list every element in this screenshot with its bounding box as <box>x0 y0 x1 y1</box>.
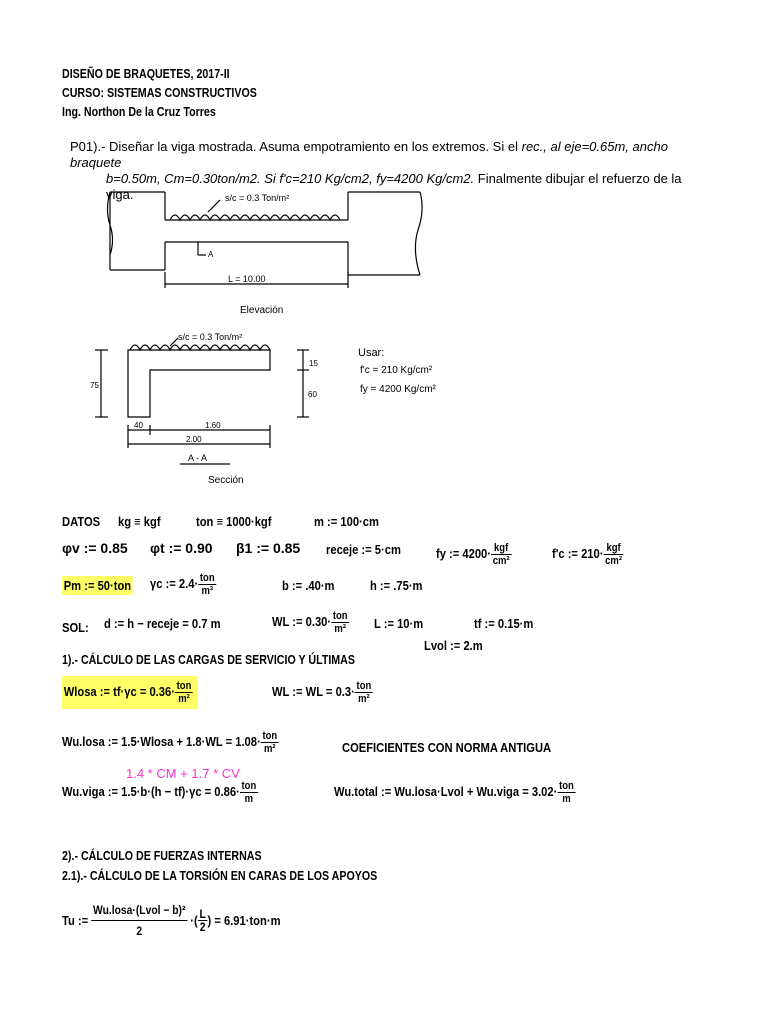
fc-def <box>552 542 624 567</box>
wlosa-den: m² <box>178 693 190 705</box>
L-def: L := 10·m <box>374 616 424 631</box>
section-2-heading: 2).- CÁLCULO DE FUERZAS INTERNAS <box>62 848 262 863</box>
fy-unit-num: kgf <box>491 542 511 555</box>
datos-label: DATOS <box>62 514 101 529</box>
problem-italic-1: rec., al eje=0.65m, ancho braquete <box>70 139 668 170</box>
course-line: CURSO: SISTEMAS CONSTRUCTIVOS <box>62 85 257 100</box>
def-ton: ton ≡ 1000·kgf <box>196 514 272 529</box>
problem-italic-2: b=0.50m, Cm=0.30ton/m2. Si f'c=210 Kg/cm2, fy=4200 Kg/cm2. <box>106 171 475 186</box>
tu-lhs: Tu := <box>62 913 89 928</box>
section-cut-label: A <box>208 250 214 259</box>
problem-tail: Finalmente dibujar el refuerzo de la viga. <box>106 171 682 202</box>
tu-mid-den: 2 <box>199 920 206 934</box>
wuviga-lhs: Wu.viga := 1.5·b·(h − tf)·γc = 0.86· <box>62 783 240 799</box>
doc-title: DISEÑO DE BRAQUETES, 2017-II <box>62 66 230 81</box>
instructor-line: Ing. Northon De la Cruz Torres <box>62 104 216 119</box>
wl-lhs: WL := 0.30· <box>272 613 332 629</box>
wutotal-den: m <box>562 793 571 805</box>
gamma-lhs: γc := 2.4· <box>150 575 199 591</box>
wl-def <box>272 610 349 635</box>
d-def: d := h − receje = 0.7 m <box>104 616 221 631</box>
wl2-den: m² <box>358 693 370 705</box>
wlosa-num: ton <box>176 680 192 692</box>
wulosa-def <box>62 730 279 755</box>
section-caption: Sección <box>208 475 244 486</box>
section-aa-label: A - A <box>188 453 208 463</box>
sol-label: SOL: <box>62 620 89 635</box>
elevation-caption: Elevación <box>240 305 284 316</box>
rec-eje: receje := 5·cm <box>326 542 401 557</box>
def-kg: kg ≡ kgf <box>118 514 161 529</box>
b-def: b := .40·m <box>282 578 335 593</box>
fc-unit-num: kgf <box>603 542 623 555</box>
wuviga-def <box>62 780 258 805</box>
h-def: h := .75·m <box>370 578 423 593</box>
dim-160: 1.60 <box>205 421 221 430</box>
fy-unit-den: cm² <box>492 555 510 567</box>
wulosa-den: m² <box>264 743 276 755</box>
load-label-elevation: s/c = 0.3 Ton/m² <box>225 193 290 203</box>
tu-num: Wu.losa·(Lvol − b)² <box>91 900 187 921</box>
tu-def: Tu := $\frac{\text{Wu.losa·(Lvol − b)²}}{2}$ ·( $\frac{L}{2}$ ) = 6.91·ton·m <box>62 900 281 941</box>
section-21-heading: 2.1).- CÁLCULO DE LA TORSIÓN EN CARAS DE LOS APOYOS <box>62 868 378 883</box>
wuviga-den: m <box>244 793 254 805</box>
fc-unit-den: cm² <box>605 555 622 567</box>
gamma-den: m³ <box>201 585 214 597</box>
load-label-section: s/c = 0.3 Ton/m² <box>178 332 243 342</box>
dim-40: 40 <box>134 421 143 430</box>
section-drawing <box>95 338 309 464</box>
beta-1: β1 := 0.85 <box>236 540 301 556</box>
fc-lhs: f'c := 210· <box>552 545 604 561</box>
lvol-def: Lvol := 2.m <box>424 638 483 653</box>
phi-t: φt := 0.90 <box>150 540 213 556</box>
usar-label: Usar: <box>358 347 385 359</box>
section-1-heading: 1).- CÁLCULO DE LAS CARGAS DE SERVICIO Y ÚLTIMAS <box>62 652 355 667</box>
wutotal-num: ton <box>559 780 574 792</box>
dim-60: 60 <box>308 390 317 399</box>
beam-figure <box>90 180 450 490</box>
dim-200: 2.00 <box>186 435 202 444</box>
wutotal-lhs: Wu.total := Wu.losa·Lvol + Wu.viga = 3.02· <box>334 783 558 799</box>
pm-def: Pm := 50·ton <box>63 578 132 593</box>
wl-den: m² <box>334 623 347 635</box>
tf-def: tf := 0.15·m <box>474 616 534 631</box>
fy-lhs: fy := 4200· <box>436 545 491 561</box>
wlosa-def <box>62 676 198 709</box>
tu-den: 2 <box>136 924 143 938</box>
phi-v: φv := 0.85 <box>62 540 128 556</box>
wl2-num: ton <box>356 680 372 692</box>
span-label: L = 10.00 <box>228 274 266 284</box>
wl2-lhs: WL := WL = 0.3· <box>272 683 355 699</box>
wulosa-lhs: Wu.losa := 1.5·Wlosa + 1.8·WL = 1.08· <box>62 733 261 749</box>
wuviga-num: ton <box>241 780 257 792</box>
tu-mid-num: L <box>199 907 206 921</box>
gamma-num: ton <box>199 572 215 584</box>
norma-note: COEFICIENTES CON NORMA ANTIGUA <box>342 740 552 755</box>
fc-spec: f'c = 210 Kg/cm² <box>360 365 433 376</box>
wulosa-num: ton <box>262 730 278 742</box>
wl-num: ton <box>332 610 348 622</box>
wutotal-def <box>334 780 575 805</box>
combo-note: 1.4 * CM + 1.7 * CV <box>126 766 240 781</box>
def-m: m := 100·cm <box>314 514 379 529</box>
wlosa-lhs: Wlosa := tf·γc = 0.36· <box>63 683 175 699</box>
gamma-c-def <box>150 572 216 597</box>
problem-lead: P01).- Diseñar la viga mostrada. Asuma empotramiento en los extremos. Si el <box>70 139 518 154</box>
wl-repeat <box>272 680 373 705</box>
tu-rhs: = 6.91·ton·m <box>214 913 281 928</box>
dim-15: 15 <box>309 359 318 368</box>
fy-spec: fy = 4200 Kg/cm² <box>360 384 436 395</box>
dim-75: 75 <box>90 381 99 390</box>
fy-def <box>436 542 511 567</box>
